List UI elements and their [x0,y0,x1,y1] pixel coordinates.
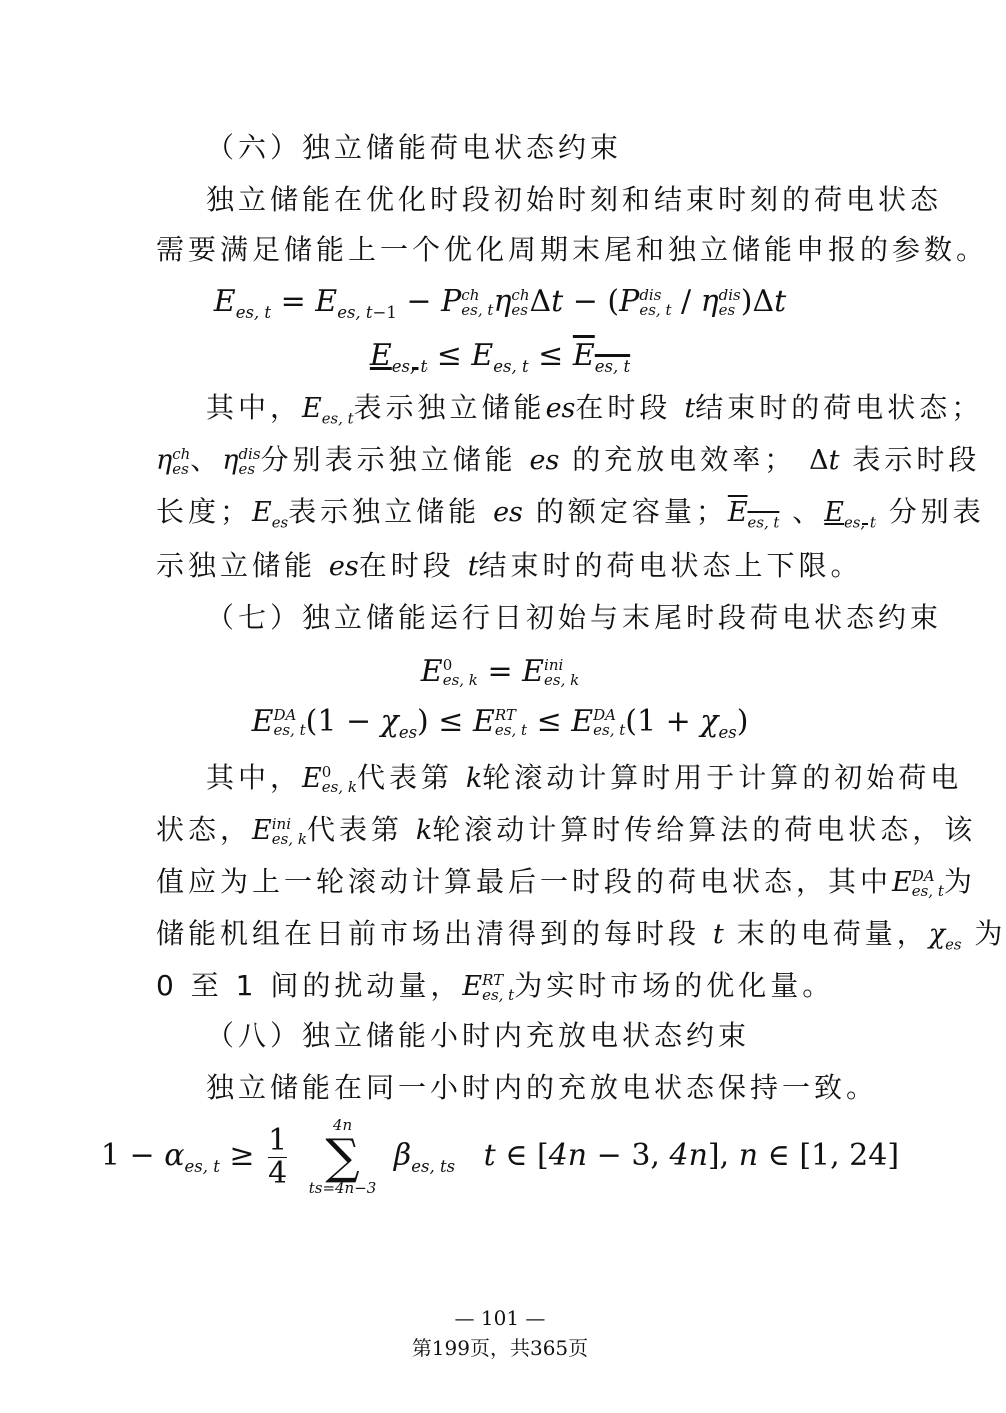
equation-soc-update: $E_{es, t} = E_{es, t-1} - P$ ch es, t η ch es Δt − (P dis es, t / η dis es )Δt [213,284,787,322]
section-8-heading: （八）独立储能小时内充放电状态约束 [206,1019,751,1052]
section-7-terms-line-3: 值应为上一轮滚动计算最后一时段的荷电状态，其中E DA es, t 为 [156,865,976,900]
equation-initial-soc: E 0 es, k = E ini es, k [420,654,580,689]
section-7-heading: （七）独立储能运行日初始与末尾时段荷电状态约束 [206,601,943,634]
section-6-terms-line-1: 其中，$E_{es, t}$表示独立储能es在时段 t结束时的荷电状态； [206,391,984,428]
section-7-terms-line-5: 0 至 1 间的扰动量，E RT es, t 为实时市场的优化量。 [156,969,835,1004]
equation-soc-bounds: $E_{es, t} \le E_{es, t} \le E_{es, t}$ [369,338,631,376]
section-6-paragraph-line-2: 需要满足储能上一个优化周期末尾和独立储能申报的参数。 [156,233,989,266]
section-6-terms-line-4: 示独立储能 es在时段 t结束时的荷电状态上下限。 [156,549,863,582]
section-6-heading: （六）独立储能荷电状态约束 [206,131,623,164]
section-7-terms-line-2: 状态，E ini es, k 代表第 k轮滚动计算时传给算法的荷电状态，该 [156,813,977,848]
equation-rt-soc-bounds: E DA es, t $(1 - \chi_{es}) \le E$ RT es, t ≤ E DA es, t $(1 + \chi_{es})$ [251,704,749,742]
section-8-paragraph: 独立储能在同一小时内的充放电状态保持一致。 [206,1071,879,1104]
section-6-terms-line-2: η ch es 、η dis es 分别表示独立储能 es 的充放电效率； Δt 表示时段 [156,443,981,478]
page-info: 第199页，共365页 [411,1336,589,1360]
section-6-terms-line-3: 长度；$E_{es}$表示独立储能 es 的额定容量；$E_{es, t}$ 、$E_{es, t}$ 分别表 [156,495,985,532]
page-number: — 101 — [454,1306,546,1330]
section-6-paragraph-line-1: 独立储能在优化时段初始时刻和结束时刻的荷电状态 [206,183,943,216]
equation-hourly-state: $1 - \alpha_{es, t}$ ≥ $\frac{1}{4}$ 4n ∑ ts=4n−3 $\beta_{es, ts}$ t ∈ [4n − 3, 4n], n ∈ [1, 24] [100,1116,900,1197]
section-7-terms-line-4: 储能机组在日前市场出清得到的每时段 t 末的电荷量，$\chi_{es}$ 为 [156,917,1006,954]
section-7-terms-line-1: 其中，E 0 es, k 代表第 k轮滚动计算时用于计算的初始荷电 [206,761,963,796]
